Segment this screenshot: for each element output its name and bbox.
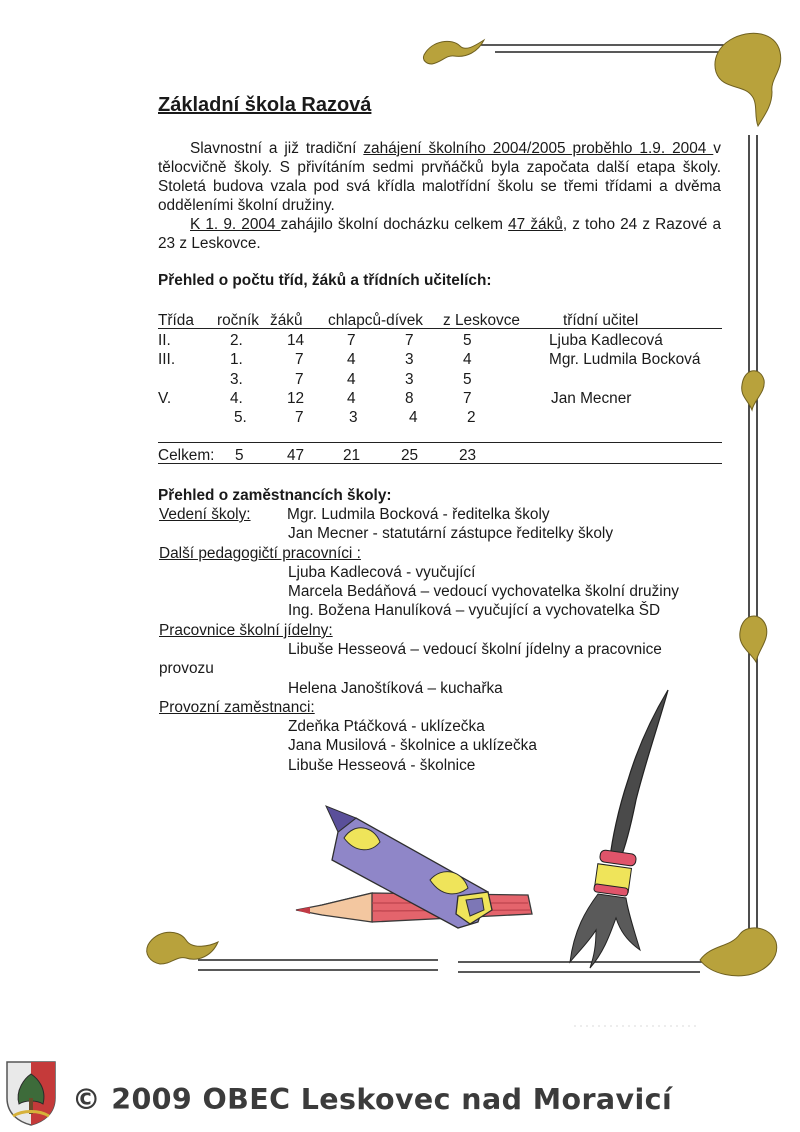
total-divider-top [158,442,722,443]
table-cell-divek: 7 [405,332,414,349]
table-cell-rocnik: 5. [234,409,247,426]
list-item: Zdeňka Ptáčková - uklízečka [288,718,485,735]
section-label-jidelna: Pracovnice školní jídelny: [159,622,333,639]
section-label-vedeni: Vedení školy: [159,506,251,523]
header-divider [158,328,722,329]
table-cell-zaku: 7 [295,409,304,426]
header-trida: Třída [158,312,194,329]
table-cell-trida: III. [158,351,176,368]
table-cell-trida: V. [158,390,172,407]
header-chlapcu-divek: chlapců-dívek [328,312,423,329]
section-label-dalsi: Další pedagogičtí pracovníci : [159,545,361,562]
copyright-footer: © 2009 OBEC Leskovec nad Moravicí [72,1083,673,1116]
table-cell-zaku: 14 [287,332,305,349]
table-cell-ucitel: Mgr. Ludmila Bocková [549,351,701,368]
table-cell-chlapcu: 4 [347,351,356,368]
table-cell-z-leskovce: 2 [467,409,476,426]
table-cell-trida: II. [158,332,171,349]
table-cell-ucitel: Jan Mecner [551,390,632,407]
table-cell-chlapcu: 4 [347,371,356,388]
table-cell-z-leskovce: 5 [463,371,472,388]
table-cell-divek: 3 [405,371,414,388]
table-cell-zaku: 7 [295,371,304,388]
table-cell-z-leskovce: 7 [463,390,472,407]
table-cell-ucitel: Ljuba Kadlecová [549,332,663,349]
table-cell-chlapcu: 4 [347,390,356,407]
paint-brush-icon [570,690,668,968]
list-item: Mgr. Ludmila Bocková - ředitelka školy [287,506,550,523]
table-cell-zaku: 7 [295,351,304,368]
intro-paragraph-1: Slavnostní a již tradiční zahájení školního 2004/2005 proběhlo 1.9. 2004 v tělocvičně školy. S přivítáním sedmi prvňáčků byla započata další etapa školy. Stoletá budova vzala pod svá křídla malotřídní školu se třemi třídami a dvěma odděleními školní družiny. [158,140,721,214]
list-item: Ljuba Kadlecová - vyučující [288,564,476,581]
table-cell-divek: 3 [405,351,414,368]
table-cell-rocnik: 1. [230,351,243,368]
total-z-leskovce: 23 [459,447,477,464]
list-item: Ing. Božena Hanulíková – vyučující a vychovatelka ŠD [288,602,661,619]
staff-heading: Přehled o zaměstnancích školy: [158,487,392,504]
page-title: Základní škola Razová [158,94,372,116]
table-cell-divek: 4 [409,409,418,426]
header-tridni-ucitel: třídní učitel [563,312,639,329]
table-cell-chlapcu: 3 [349,409,358,426]
table-cell-rocnik: 4. [230,390,243,407]
intro-paragraph-2: K 1. 9. 2004 zahájilo školní docházku celkem 47 žáků, z toho 24 z Razové a 23 z Leskovce. [158,216,722,252]
table-cell-z-leskovce: 4 [463,351,472,368]
total-chlapcu: 21 [343,447,361,464]
village-coat-of-arms-icon [5,1060,57,1126]
list-item: Marcela Bedáňová – vedoucí vychovatelka školní družiny [288,583,679,600]
total-zaku: 47 [287,447,305,464]
classes-heading: Přehled o počtu tříd, žáků a třídních učitelích: [158,272,492,289]
header-rocnik: ročník [217,312,259,329]
list-item: Jana Musilová - školnice a uklízečka [288,737,537,754]
list-item: Jan Mecner - statutární zástupce ředitelky školy [288,525,614,542]
total-label: Celkem: [158,447,215,464]
header-z-leskovce: z Leskovce [443,312,520,329]
list-item: Helena Janoštíková – kuchařka [288,680,503,697]
header-zaku: žáků [270,312,303,329]
total-divider-bottom [158,463,722,464]
list-item-wrap: provozu [159,660,214,677]
list-item: Libuše Hesseová – vedoucí školní jídelny a pracovnice [288,641,662,658]
table-cell-z-leskovce: 5 [463,332,472,349]
table-cell-chlapcu: 7 [347,332,356,349]
total-rocnik: 5 [235,447,244,464]
table-cell-zaku: 12 [287,390,305,407]
table-cell-divek: 8 [405,390,414,407]
total-divek: 25 [401,447,419,464]
table-cell-rocnik: 2. [230,332,243,349]
table-cell-rocnik: 3. [230,371,243,388]
section-label-provozni: Provozní zaměstnanci: [159,699,315,716]
intro-text [158,139,721,253]
list-item: Libuše Hesseová - školnice [288,757,476,774]
